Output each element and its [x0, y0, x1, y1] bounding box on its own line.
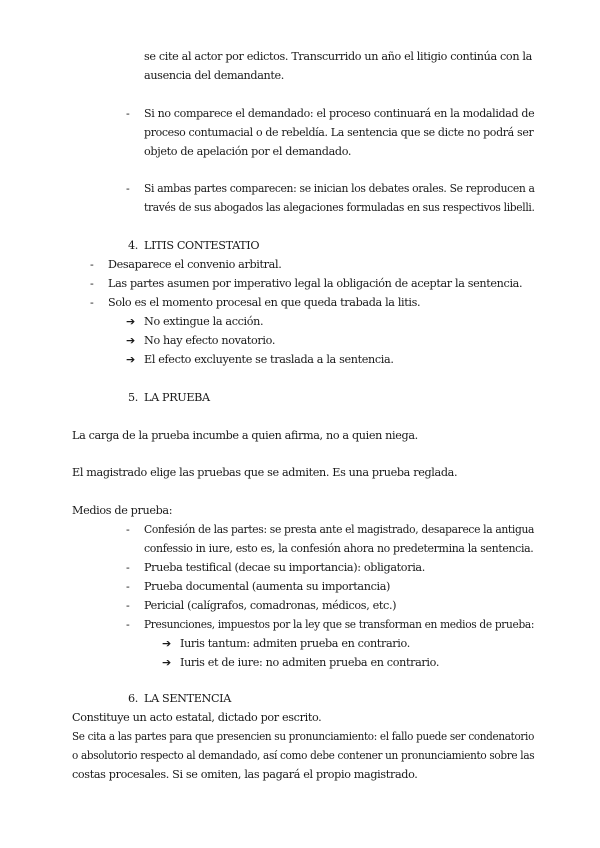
list-item: Confesión de las partes: se presta ante el magistrado, desaparece la antigua [144, 523, 535, 536]
bullet-dash: - [126, 599, 130, 612]
paragraph-line: El magistrado elige las pruebas que se admiten. Es una prueba reglada. [72, 466, 458, 479]
paragraph-line: Constituye un acto estatal, dictado por escrito. [72, 711, 322, 724]
medios-label: Medios de prueba: [72, 504, 173, 517]
paragraph-line: proceso contumacial o de rebeldía. La sentencia que se dicte no podrá ser [144, 126, 534, 139]
paragraph-line: través de sus abogados las alegaciones formuladas en sus respectivos libelli. [144, 201, 535, 214]
paragraph-line: La carga de la prueba incumbe a quien afirma, no a quien niega. [72, 429, 418, 442]
paragraph-line: costas procesales. Si se omiten, las pagará el propio magistrado. [72, 768, 418, 781]
bullet-dash: - [126, 182, 130, 195]
arrow-icon: ➔ [162, 656, 171, 669]
bullet-dash: - [90, 258, 94, 271]
bullet-dash: - [126, 580, 130, 593]
sub-list-item: Iuris et de iure: no admiten prueba en contrario. [180, 656, 440, 669]
list-item: Las partes asumen por imperativo legal la obligación de aceptar la sentencia. [108, 277, 523, 290]
section-heading: LA SENTENCIA [144, 692, 231, 705]
paragraph-line: Si ambas partes comparecen: se inician los debates orales. Se reproducen a [144, 182, 535, 195]
bullet-dash: - [90, 277, 94, 290]
list-item: Pericial (calígrafos, comadronas, médicos, etc.) [144, 599, 397, 612]
bullet-dash: - [126, 107, 130, 120]
section-heading: LITIS CONTESTATIO [144, 239, 260, 252]
paragraph-line: o absolutorio respecto al demandado, así como debe contener un pronunciamiento sobre las [72, 749, 535, 762]
paragraph-line: ausencia del demandante. [144, 69, 285, 82]
list-item: Desaparece el convenio arbitral. [108, 258, 282, 271]
sub-list-item: Iuris tantum: admiten prueba en contrario. [180, 637, 410, 650]
section-heading: LA PRUEBA [144, 391, 210, 404]
list-item: Prueba testifical (decae su importancia): obligatoria. [144, 561, 425, 574]
paragraph-line: Se cita a las partes para que presencien su pronunciamiento: el fallo puede ser condenatorio [72, 730, 535, 743]
list-item: Presunciones, impuestos por la ley que se transforman en medios de prueba: [144, 618, 535, 631]
section-number: 6. [128, 692, 138, 705]
sub-list-item: No extingue la acción. [144, 315, 264, 328]
arrow-icon: ➔ [126, 315, 135, 328]
section-number: 4. [128, 239, 138, 252]
arrow-icon: ➔ [126, 334, 135, 347]
sub-list-item: El efecto excluyente se traslada a la sentencia. [144, 353, 394, 366]
paragraph-line: se cite al actor por edictos. Transcurrido un año el litigio continúa con la [144, 50, 532, 63]
arrow-icon: ➔ [126, 353, 135, 366]
bullet-dash: - [126, 618, 130, 631]
arrow-icon: ➔ [162, 637, 171, 650]
list-item: Solo es el momento procesal en que queda trabada la litis. [108, 296, 421, 309]
section-number: 5. [128, 391, 138, 404]
bullet-dash: - [126, 561, 130, 574]
list-item: confessio in iure, esto es, la confesión ahora no predetermina la sentencia. [144, 542, 534, 555]
list-item: Prueba documental (aumenta su importancia) [144, 580, 391, 593]
sub-list-item: No hay efecto novatorio. [144, 334, 276, 347]
bullet-dash: - [90, 296, 94, 309]
bullet-dash: - [126, 523, 130, 536]
paragraph-line: Si no comparece el demandado: el proceso continuará en la modalidad de [144, 107, 535, 120]
paragraph-line: objeto de apelación por el demandado. [144, 145, 352, 158]
